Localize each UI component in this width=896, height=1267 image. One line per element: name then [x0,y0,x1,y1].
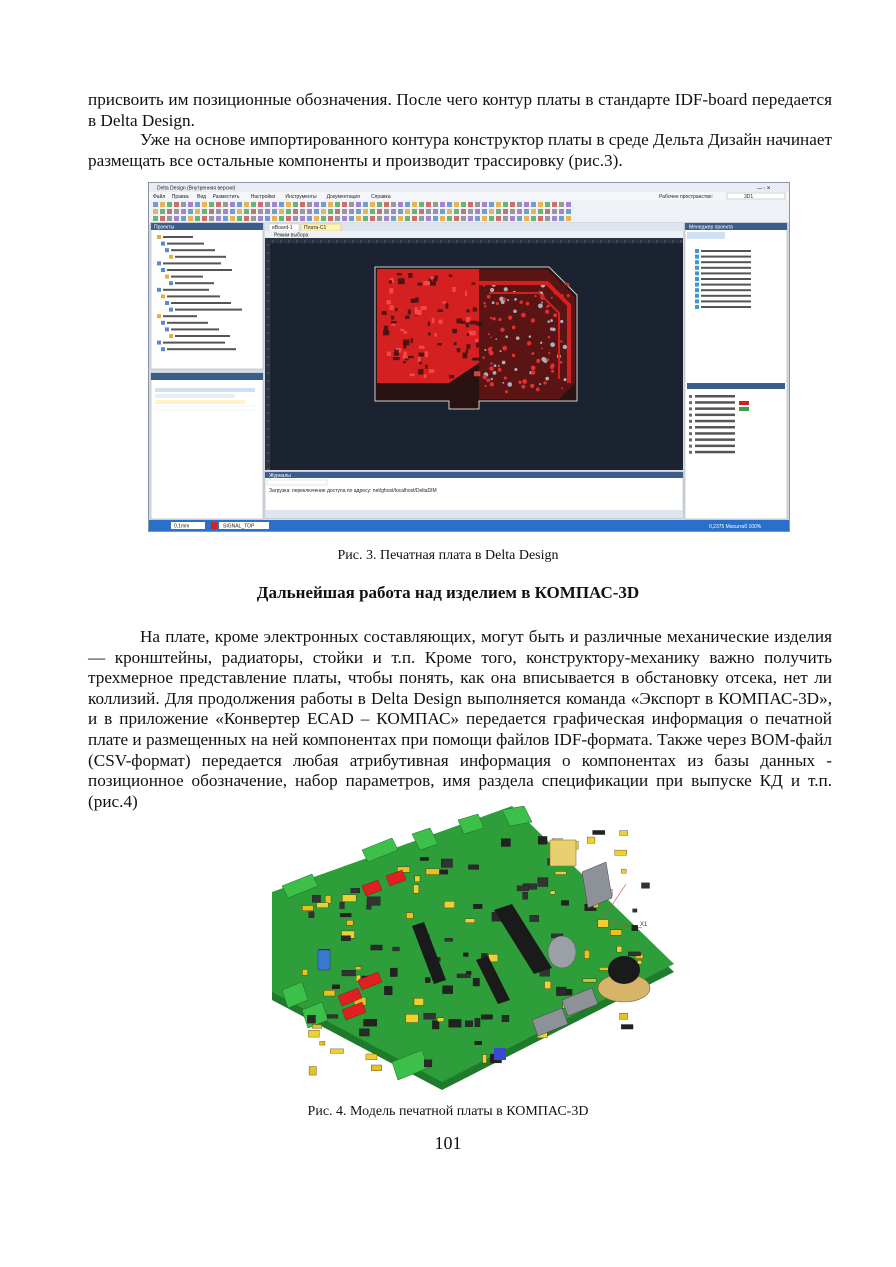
toolbar-icon[interactable] [538,202,543,207]
toolbar-icon[interactable] [209,209,214,214]
toolbar-icon[interactable] [342,209,347,214]
toolbar-icon[interactable] [272,209,277,214]
toolbar-icon[interactable] [321,209,326,214]
component-icon [695,277,699,281]
toolbar-icon[interactable] [181,216,186,221]
board-top [272,806,674,1082]
toolbar-icon[interactable] [167,216,172,221]
component-icon [695,283,699,287]
toolbar-icon[interactable] [468,202,473,207]
layer-checkbox[interactable] [689,401,692,404]
tree-node[interactable] [163,342,225,344]
tree-node[interactable] [175,282,214,284]
project-manager-title: Менеджер проекта [689,224,733,231]
layer-item[interactable] [695,407,735,410]
toolbar-icon[interactable] [209,202,214,207]
layer-item[interactable] [695,401,735,404]
tree-node[interactable] [163,236,193,238]
toolbar-icon[interactable] [363,209,368,214]
figure-pcb-3d-model [262,800,682,1096]
layer-item[interactable] [695,438,735,441]
toolbar-icon[interactable] [384,209,389,214]
tree-node[interactable] [175,309,242,311]
toolbar-icon[interactable] [454,202,459,207]
toolbar-icon[interactable] [370,202,375,207]
toolbar-icon[interactable] [251,202,256,207]
tree-node[interactable] [167,243,204,245]
tree-node[interactable] [163,289,209,291]
tree-node[interactable] [175,335,230,337]
toolbar-icon[interactable] [349,202,354,207]
toolbar-icon[interactable] [419,216,424,221]
pcb-board [375,267,577,409]
toolbar-icon[interactable] [244,209,249,214]
toolbar-icon[interactable] [559,209,564,214]
tree-node-icon [161,321,165,325]
component-icon [695,288,699,292]
toolbar-icon[interactable] [363,202,368,207]
layer-checkbox[interactable] [689,432,692,435]
toolbar-icon[interactable] [503,216,508,221]
toolbar-icon[interactable] [293,216,298,221]
toolbar-icon[interactable] [286,202,291,207]
figure-delta-design-screenshot [148,182,790,532]
toolbar-icon[interactable] [489,209,494,214]
toolbar-icon[interactable] [482,216,487,221]
toolbar-icon[interactable] [545,202,550,207]
menu-item[interactable]: Вид [197,194,207,200]
toolbar-icon[interactable] [223,202,228,207]
toolbar-icon[interactable] [405,202,410,207]
toolbar-icon[interactable] [279,209,284,214]
layer-checkbox[interactable] [689,407,692,410]
toolbar-icon[interactable] [461,216,466,221]
toolbar-icon[interactable] [216,209,221,214]
toolbar-icon[interactable] [552,209,557,214]
toolbar-icon[interactable] [489,216,494,221]
toolbar-icon[interactable] [307,202,312,207]
toolbar-icon[interactable] [160,216,165,221]
toolbar-icon[interactable] [440,202,445,207]
component-item[interactable] [701,250,751,252]
workspace-select[interactable] [727,193,785,199]
tree-node-icon [157,341,161,345]
layer-item[interactable] [695,426,735,429]
section-heading: Дальнейшая работа над изделием в КОМПАС-3D [256,583,640,602]
toolbar-icon[interactable] [517,216,522,221]
layer-checkbox[interactable] [689,438,692,441]
tree-node-icon [157,314,161,318]
toolbar-icon[interactable] [545,216,550,221]
layer-checkbox[interactable] [689,426,692,429]
log-title: Журналы [269,473,291,479]
toolbar-icon[interactable] [419,202,424,207]
paragraph-3: На плате, кроме электронных составляющих, могут быть и различные механические изделия — кронштейны, радиаторы, стойки и т.п. Кроме того, конструктору-механику важно получить трехмерное представление платы, чтобы понять, как она вписывается в обстановку отсека, нет ли коллизий. Для продолжения работы в Delta Design выполняется команда «Экспорт в КОМПАС-3D», и в приложение «Конвертер ECAD – КОМПАС» передается графическая информация о печатной плате и размещенных на ней компонентах при помощи файлов IDF-формата. Также через BOM-файл (CSV-формат) передается любая атрибутивная информация о компонентах из базы данных - позиционное обозначение, набор параметров, имя раздела спецификации при выпуске КД и т.п. (рис.4) [88,627,832,811]
toolbar-icon[interactable] [398,202,403,207]
paragraph-2: Уже на основе импортированного контура конструктор платы в среде Дельта Дизайн начинает размещать все остальные компоненты и производит трассировку (рис.3). [88,130,832,170]
tree-node-icon [157,288,161,292]
toolbar-icon[interactable] [230,216,235,221]
component-item[interactable] [701,267,751,269]
toolbar-icon[interactable] [174,202,179,207]
toolbar-icon[interactable] [475,216,480,221]
toolbar-icon[interactable] [188,209,193,214]
toolbar-icon[interactable] [384,216,389,221]
toolbar-icon[interactable] [342,216,347,221]
toolbar-icon[interactable] [202,216,207,221]
workspace-value: 3D1 [744,194,754,200]
tree-node[interactable] [167,295,220,297]
toolbar-icon[interactable] [202,209,207,214]
toolbar-icon[interactable] [188,202,193,207]
toolbar-icon[interactable] [426,209,431,214]
toolbar-icon[interactable] [279,216,284,221]
toolbar-icon[interactable] [335,202,340,207]
axis-label: X1 [640,922,648,928]
toolbar-icon[interactable] [328,209,333,214]
tree-node-icon [165,301,169,305]
toolbar-icon[interactable] [454,216,459,221]
component-item[interactable] [701,284,751,286]
layer-item[interactable] [695,420,735,423]
toolbar-icon[interactable] [363,216,368,221]
toolbar-icon[interactable] [209,216,214,221]
toolbar-icon[interactable] [167,202,172,207]
toolbar-icon[interactable] [496,209,501,214]
toolbar-icon[interactable] [160,202,165,207]
workspace-label: Рабочее пространство: [659,194,713,200]
toolbar-icon[interactable] [510,202,515,207]
toolbar-icon[interactable] [482,202,487,207]
component-item[interactable] [701,272,751,274]
toolbar-icon[interactable] [531,216,536,221]
toolbar-icon[interactable] [265,202,270,207]
toolbar-icon[interactable] [405,209,410,214]
toolbar-icon[interactable] [356,216,361,221]
toolbar-icon[interactable] [510,216,515,221]
toolbar-icon[interactable] [335,209,340,214]
toolbar-icon[interactable] [559,216,564,221]
toolbar-icon[interactable] [356,209,361,214]
projects-panel-title: Проекты [154,224,175,231]
menu-item[interactable]: Инструменты [285,194,317,200]
toolbar-icon[interactable] [489,202,494,207]
toolbar-icon[interactable] [440,216,445,221]
toolbar-icon[interactable] [384,202,389,207]
tree-node-icon [161,268,165,272]
toolbar-icon[interactable] [230,209,235,214]
tree-node-icon [161,294,165,298]
toolbar-icon[interactable] [391,216,396,221]
toolbar-icon[interactable] [412,209,417,214]
toolbar-icon[interactable] [538,209,543,214]
toolbar-icon[interactable] [321,202,326,207]
toolbar-icon[interactable] [461,202,466,207]
toolbar-icon[interactable] [153,216,158,221]
toolbar-icon[interactable] [251,216,256,221]
toolbar-icon[interactable] [496,216,501,221]
toolbar-icon[interactable] [419,209,424,214]
toolbar-icon[interactable] [566,216,571,221]
component-item[interactable] [701,295,751,297]
toolbar-icon[interactable] [258,216,263,221]
toolbar-icon[interactable] [293,209,298,214]
toolbar-icon[interactable] [377,202,382,207]
toolbar-icon[interactable] [398,216,403,221]
toolbar-icon[interactable] [251,209,256,214]
toolbar-icon[interactable] [531,209,536,214]
toolbar-icon[interactable] [321,216,326,221]
component-icon [695,266,699,270]
tree-node-icon [165,275,169,279]
toolbar-icon[interactable] [447,209,452,214]
toolbar-icon[interactable] [314,209,319,214]
toolbar-icon[interactable] [566,209,571,214]
tree-node[interactable] [175,256,226,258]
menu-item[interactable]: Разместить [212,194,240,200]
toolbar-icon[interactable] [293,202,298,207]
component-item[interactable] [701,256,751,258]
toolbar-icon[interactable] [195,202,200,207]
toolbar-icon[interactable] [454,209,459,214]
component-icon [695,260,699,264]
tree-node[interactable] [171,249,215,251]
toolbar-icon[interactable] [559,202,564,207]
tree-node-icon [165,327,169,331]
toolbar-icon[interactable] [265,216,270,221]
toolbar-icon[interactable] [300,216,305,221]
toolbar-icon[interactable] [153,209,158,214]
toolbar-icon[interactable] [237,216,242,221]
log-text: Загрузка: переключение доступа по адресу: net/ghost/localhost/DeltaDIM [269,488,437,494]
toolbar-icon[interactable] [244,202,249,207]
toolbar-icon[interactable] [412,202,417,207]
toolbar-icon[interactable] [391,202,396,207]
toolbar-icon[interactable] [524,216,529,221]
toolbar-icon[interactable] [545,209,550,214]
status-zoom: 0,2375 Масштаб 100% [709,524,762,530]
toolbar-icon[interactable] [153,202,158,207]
layer-item[interactable] [695,395,735,398]
menu-item[interactable]: Правка [171,194,189,200]
toolbar-icon[interactable] [531,202,536,207]
component-icon [695,299,699,303]
tree-node[interactable] [167,322,208,324]
tree-node-icon [169,308,173,312]
toolbar-icon[interactable] [475,209,480,214]
toolbar-icon[interactable] [475,202,480,207]
toolbar-icon[interactable] [216,202,221,207]
layer-item[interactable] [695,432,735,435]
menu-item[interactable]: Документация [326,194,360,200]
toolbar-icon[interactable] [286,216,291,221]
tree-node-icon [157,235,161,239]
toolbar-icon[interactable] [335,216,340,221]
toolbar-icon[interactable] [461,209,466,214]
tree-node-icon [165,248,169,252]
pcb-3d-model [262,800,682,1096]
toolbar-icon[interactable] [328,216,333,221]
component-item[interactable] [701,278,751,280]
layer-item[interactable] [695,414,735,417]
toolbar-icon[interactable] [433,202,438,207]
toolbar-icon[interactable] [188,216,193,221]
toolbar-icon[interactable] [552,216,557,221]
delta-design-window [149,183,789,531]
tree-node[interactable] [163,315,197,317]
toolbar-icon[interactable] [349,216,354,221]
tab-eboard-label: eBoard-1 [272,225,293,231]
toolbar-icon[interactable] [181,202,186,207]
toolbar-icon[interactable] [160,209,165,214]
toolbar-icon[interactable] [307,216,312,221]
window-controls[interactable]: — ▫ ✕ [757,185,771,192]
toolbar-icon[interactable] [524,202,529,207]
toolbar-icon[interactable] [258,209,263,214]
toolbar-icon[interactable] [265,209,270,214]
tree-node[interactable] [171,276,203,278]
toolbar-icon[interactable] [433,216,438,221]
toolbar-icon[interactable] [349,209,354,214]
toolbar-icon[interactable] [272,216,277,221]
toolbar-icon[interactable] [552,202,557,207]
toolbar-icon[interactable] [216,216,221,221]
status-layer: SIGNAL_TOP [223,523,255,530]
tree-node[interactable] [171,328,219,330]
toolbar-icon[interactable] [370,216,375,221]
toolbar-icon[interactable] [244,216,249,221]
layer-checkbox[interactable] [689,445,692,448]
toolbar-icon[interactable] [272,202,277,207]
toolbar-icon[interactable] [468,216,473,221]
toolbar-icon[interactable] [517,209,522,214]
toolbar-icon[interactable] [482,209,487,214]
figure-3-caption: Рис. 3. Печатная плата в Delta Design [337,548,559,563]
toolbar-icon[interactable] [167,209,172,214]
tree-node-icon [157,261,161,265]
toolbar-icon[interactable] [279,202,284,207]
toolbar-icon[interactable] [496,202,501,207]
tree-node[interactable] [167,269,232,271]
menu-bar [153,193,391,200]
toolbar-icon[interactable] [538,216,543,221]
tree-node[interactable] [167,348,236,350]
layer-item[interactable] [695,451,735,454]
toolbar-icon[interactable] [412,216,417,221]
toolbar-icon[interactable] [314,202,319,207]
component-item[interactable] [701,289,751,291]
toolbar-icon[interactable] [237,202,242,207]
toolbar-icon[interactable] [398,209,403,214]
toolbar-icon[interactable] [524,209,529,214]
toolbar-icon[interactable] [503,209,508,214]
toolbar-icon[interactable] [286,209,291,214]
toolbar-icon[interactable] [503,202,508,207]
layer-checkbox[interactable] [689,395,692,398]
paragraph-1: присвоить им позиционные обозначения. После чего контур платы в стандарте IDF-board передается в Delta Design. [88,90,832,130]
toolbar-icon[interactable] [377,216,382,221]
toolbar-icon[interactable] [370,209,375,214]
toolbar-icon[interactable] [300,209,305,214]
toolbar-icon[interactable] [433,209,438,214]
tree-node-icon [161,242,165,246]
toolbar-icon[interactable] [237,209,242,214]
toolbar-icon[interactable] [440,209,445,214]
toolbar-icon[interactable] [230,202,235,207]
toolbar-icon[interactable] [426,216,431,221]
tree-node[interactable] [163,262,221,264]
tree-node[interactable] [171,302,231,304]
toolbar-icon[interactable] [426,202,431,207]
tab-plata-label: Плата-С1 [304,225,327,231]
tree-node-icon [169,281,173,285]
component-icon [695,294,699,298]
toolbar-icon[interactable] [328,202,333,207]
component-item[interactable] [701,300,751,302]
toolbar-icon[interactable] [181,209,186,214]
toolbar-icon[interactable] [447,216,452,221]
menu-item[interactable]: Настройки [250,194,276,200]
layer-checkbox[interactable] [689,420,692,423]
toolbar-icon[interactable] [314,216,319,221]
toolbar-icon[interactable] [391,209,396,214]
toolbar-icon[interactable] [195,209,200,214]
component-item[interactable] [701,261,751,263]
component-icon [695,271,699,275]
toolbar-icon[interactable] [566,202,571,207]
menu-item[interactable]: Справка [371,194,391,200]
layer-item[interactable] [695,445,735,448]
toolbar-icon[interactable] [202,202,207,207]
toolbar-icon[interactable] [195,216,200,221]
toolbar-icon[interactable] [447,202,452,207]
mode-label: Режим выбора [274,232,309,239]
toolbar-icon[interactable] [342,202,347,207]
toolbar-icon[interactable] [468,209,473,214]
window-title: Delta Design (Внутренняя версия) [157,185,236,192]
toolbar-icon[interactable] [300,202,305,207]
page-number: 101 [434,1133,462,1153]
toolbar-icon[interactable] [174,216,179,221]
menu-item[interactable]: Файл [153,194,166,200]
component-icon [695,249,699,253]
layer-checkbox[interactable] [689,451,692,454]
toolbar-icon[interactable] [258,202,263,207]
layer-checkbox[interactable] [689,414,692,417]
toolbar-icon[interactable] [223,216,228,221]
tree-node-icon [169,255,173,259]
toolbar-icon[interactable] [517,202,522,207]
toolbar-icon[interactable] [223,209,228,214]
component-item[interactable] [701,306,751,308]
status-grid: 0,1mm [174,523,190,530]
toolbar-icon[interactable] [377,209,382,214]
tree-node-icon [161,347,165,351]
toolbar-icon[interactable] [510,209,515,214]
component-icon [695,305,699,309]
figure-4-caption: Рис. 4. Модель печатной платы в КОМПАС-3D [307,1104,589,1119]
component-icon [695,255,699,259]
toolbar-icon[interactable] [356,202,361,207]
toolbar-icon[interactable] [405,216,410,221]
tree-node-icon [169,334,173,338]
toolbar-icon[interactable] [307,209,312,214]
toolbar-icon[interactable] [174,209,179,214]
